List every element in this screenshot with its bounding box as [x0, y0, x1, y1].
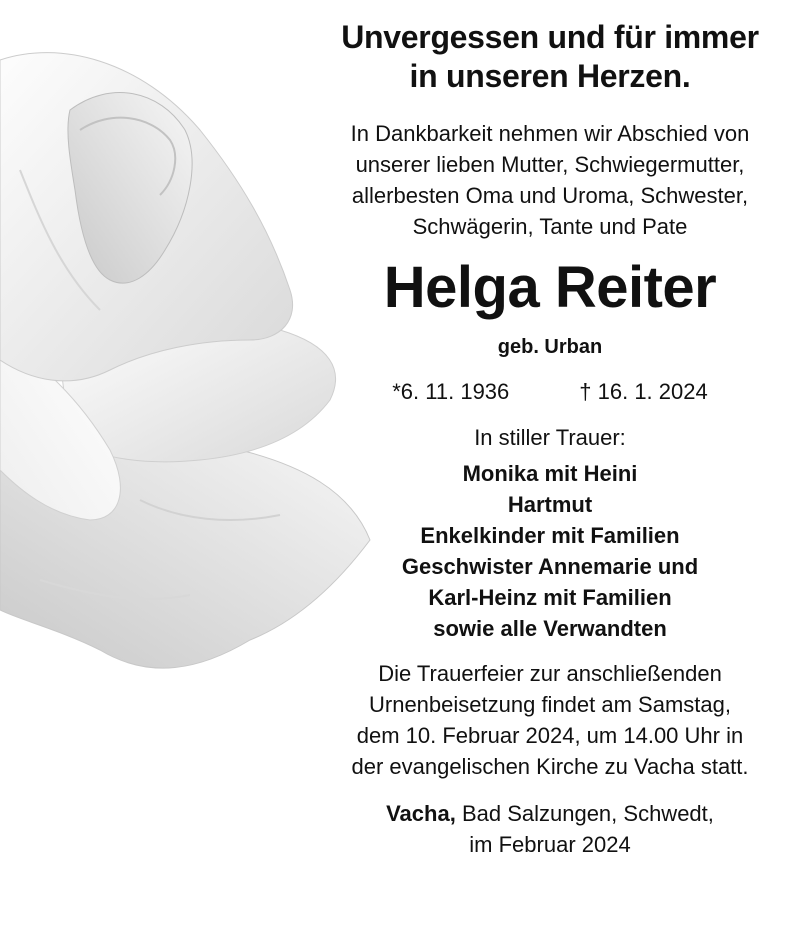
- death-date: † 16. 1. 2024: [579, 379, 708, 404]
- mourners-list: [310, 458, 790, 644]
- deceased-name: Helga Reiter: [383, 255, 717, 320]
- mourner-entry: Monika mit Heini: [462, 461, 638, 486]
- life-dates: [310, 378, 790, 406]
- mourning-label: In stiller Trauer:: [474, 425, 626, 450]
- headline: [310, 18, 790, 96]
- service-line: dem 10. Februar 2024, um 14.00 Uhr in: [356, 723, 744, 748]
- service-line: der evangelischen Kirche zu Vacha statt.: [351, 754, 749, 779]
- intro-line: allerbesten Oma und Uroma, Schwester,: [351, 183, 749, 208]
- intro-text: [310, 118, 790, 242]
- maiden-name: geb. Urban: [497, 336, 603, 358]
- headline-line: in unseren Herzen.: [409, 58, 691, 94]
- mourner-entry: Enkelkinder mit Familien: [420, 523, 680, 548]
- intro-line: Schwägerin, Tante und Pate: [412, 214, 688, 239]
- service-line: Urnenbeisetzung findet am Samstag,: [369, 692, 731, 717]
- places-line: [310, 798, 790, 829]
- mourner-entry: Karl-Heinz mit Familien: [428, 585, 672, 610]
- mourner-entry: Hartmut: [507, 492, 593, 517]
- notice-text-column: [310, 18, 790, 860]
- place-main: Vacha,: [386, 801, 456, 826]
- mourner-entry: sowie alle Verwandten: [433, 616, 667, 641]
- intro-line: unserer lieben Mutter, Schwiegermutter,: [355, 152, 745, 177]
- intro-line: In Dankbarkeit nehmen wir Abschied von: [350, 121, 750, 146]
- funeral-service-info: [310, 658, 790, 782]
- place-rest: Bad Salzungen, Schwedt,: [461, 801, 714, 826]
- notice-date: im Februar 2024: [469, 832, 631, 857]
- headline-line: Unvergessen und für immer: [341, 19, 759, 55]
- mourner-entry: Geschwister Annemarie und: [401, 554, 699, 579]
- place-and-date: [310, 798, 790, 860]
- service-line: Die Trauerfeier zur anschließenden: [378, 661, 722, 686]
- birth-date: *6. 11. 1936: [392, 379, 510, 404]
